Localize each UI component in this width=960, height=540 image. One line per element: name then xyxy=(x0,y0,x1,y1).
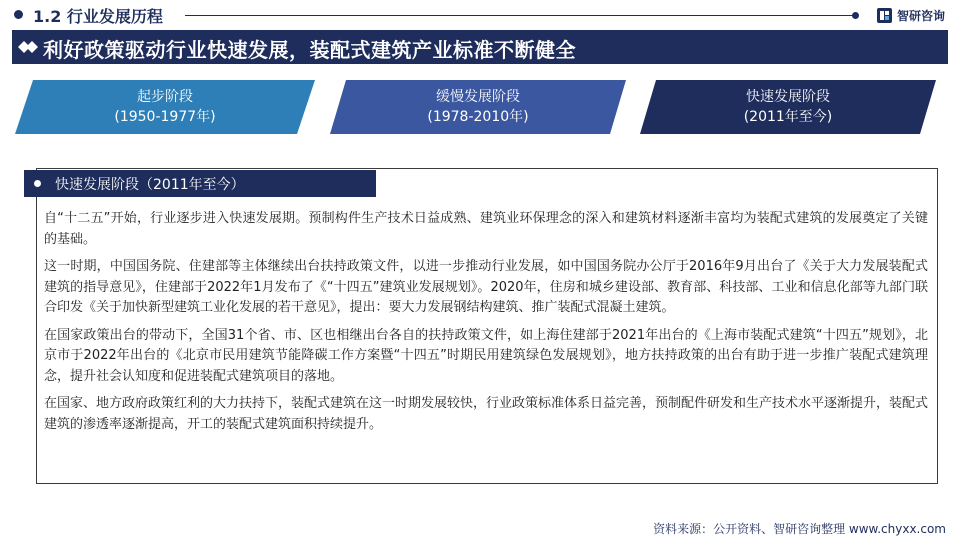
subsection-bullet xyxy=(34,180,41,187)
top-header xyxy=(0,0,960,30)
content-paragraphs xyxy=(44,209,928,442)
stage-name: 快速发展阶段 xyxy=(746,89,830,105)
stage-period: (1978-2010年) xyxy=(427,109,529,125)
section-bullet xyxy=(14,10,23,19)
stage-card-start xyxy=(15,80,315,134)
brand-logo xyxy=(876,5,945,25)
subsection-title: 快速发展阶段（2011年至今） xyxy=(55,177,245,193)
stage-name: 起步阶段 xyxy=(137,89,193,105)
title-banner xyxy=(12,30,948,64)
stage-card-slow xyxy=(330,80,626,134)
page-title: 利好政策驱动行业快速发展，装配式建筑产业标准不断健全 xyxy=(43,38,576,62)
brand-logo-text: 智研咨询 xyxy=(897,8,946,23)
stage-period: (2011年至今) xyxy=(743,109,833,125)
paragraph: 自“十二五”开始，行业逐步进入快速发展期。预制构件生产技术日益成熟、建筑业环保理念的深入和建筑材料逐渐丰富均为装配式建筑的发展奠定了关键的基础。 xyxy=(44,211,928,247)
double-diamond-icon xyxy=(18,40,38,54)
paragraph: 在国家、地方政府政策红利的大力扶持下，装配式建筑在这一时期发展较快，行业政策标准体系日益完善，预制配件研发和生产技术水平逐渐提升，装配式建筑的渗透率逐渐提高，开工的装配式建筑面积持续提升。 xyxy=(44,396,929,432)
brand-logo-icon xyxy=(876,7,893,24)
header-divider-cap xyxy=(852,12,859,19)
section-title: 1.2 行业发展历程 xyxy=(33,7,163,26)
header-divider xyxy=(185,15,855,16)
paragraph: 这一时期，中国国务院、住建部等主体继续出台扶持政策文件，以进一步推动行业发展，如中国国务院办公厅于2016年9月出台了《关于大力发展装配式建筑的指导意见》，住建部于2022年1月发布了《“十四五”建筑业发展规划》。2020年，住房和城乡建设部、教育部、科技部、工业和信息化部等九部门联合印发《关于加快新型建筑工业化发展的若干意见》，提出：要大力发展钢结构建筑、推广装配式混凝土建筑。 xyxy=(44,259,928,315)
subsection-header xyxy=(24,170,376,197)
source-note: 资料来源：公开资料、智研咨询整理 www.chyxx.com xyxy=(653,522,946,536)
paragraph: 在国家政策出台的带动下，全国31个省、市、区也相继出台各自的扶持政策文件，如上海住建部于2021年出台的《上海市装配式建筑“十四五”规划》，北京市于2022年出台的《北京市民用建筑节能降碳工作方案暨“十四五”时期民用建筑绿色发展规划》，地方扶持政策的出台有助于进一步推广装配式建筑理念，提升社会认知度和促进装配式建筑项目的落地。 xyxy=(44,327,928,384)
stage-period: (1950-1977年) xyxy=(114,109,216,125)
stage-card-fast xyxy=(640,80,936,134)
stage-name: 缓慢发展阶段 xyxy=(436,89,520,105)
